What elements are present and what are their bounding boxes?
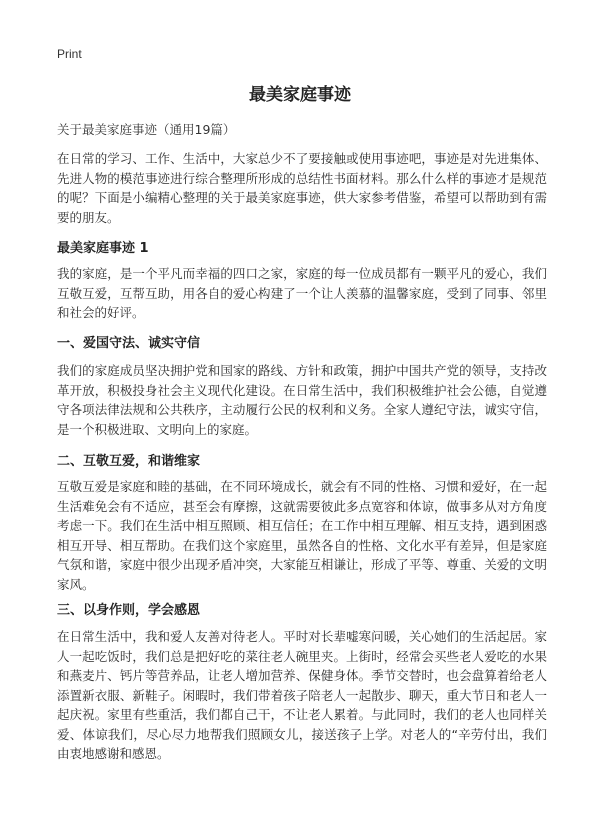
- print-link[interactable]: Print: [57, 47, 82, 61]
- section-heading-2: 一、爱国守法、诚实守信: [57, 336, 201, 351]
- section-body-1: 我的家庭，是一个平凡而幸福的四口之家，家庭的每一位成员都有一颗平凡的爱心，我们互敬互爱，互帮互助，用各自的爱心构建了一个让人羡慕的温馨家庭，受到了同事、邻里和社会的好评。: [57, 266, 547, 320]
- document-subtitle: 关于最美家庭事迹（通用19篇）: [57, 122, 236, 137]
- section-heading-3: 二、互敬互爱，和谐维家: [57, 454, 201, 469]
- section-heading-4: 三、以身作则，学会感恩: [57, 603, 201, 618]
- intro-paragraph: 在日常的学习、工作、生活中，大家总少不了要接触或使用事迹吧，事迹是对先进集体、先进人物的模范事迹进行综合整理所形成的总结性书面材料。那么什么样的事迹才是规范的呢？下面是小编精心整理的关于最美家庭事迹，供大家参考借鉴，希望可以帮助到有需要的朋友。: [57, 151, 547, 225]
- section-body-2: 我们的家庭成员坚决拥护党和国家的路线、方针和政策，拥护中国共产党的领导，支持改革开放，积极投身社会主义现代化建设。在日常生活中，我们积极维护社会公德，自觉遵守各项法律法规和公共秩序，主动履行公民的权利和义务。全家人遵纪守法，诚实守信，是一个积极进取、文明向上的家庭。: [57, 363, 547, 437]
- section-body-3: 互敬互爱是家庭和睦的基础，在不同环境成长，就会有不同的性格、习惯和爱好，在一起生活难免会有不适应，甚至会有摩擦，这就需要彼此多点宽容和体谅，做事多从对方角度考虑一下。我们在生活中相互照顾、相互信任；在工作中相互理解、相互支持，遇到困惑相互开导、相互帮助。在我们这个家庭里，虽然各自的性格、文化水平有差异，但是家庭气氛和谐，家庭中很少出现矛盾冲突，大家能互相谦让，形成了平等、尊重、关爱的文明家风。: [57, 479, 547, 592]
- section-body-4: 在日常生活中，我和爱人友善对待老人。平时对长辈嘘寒问暖，关心她们的生活起居。家人一起吃饭时，我们总是把好吃的菜往老人碗里夹。上街时，经常会买些老人爱吃的水果和燕麦片、钙片等营养品，让老人增加营养、保健身体。季节交替时，也会盘算着给老人添置新衣服、新鞋子。闲暇时，我们带着孩子陪老人一起散步、聊天，重大节日和老人一起庆祝。家里有些重活，我们都自己干，不让老人累着。与此同时，我们的老人也同样关爱、体谅我们，尽心尽力地帮我们照顾女儿，接送孩子上学。对老人的“辛劳付出，我们由衷地感谢和感恩。: [57, 629, 547, 761]
- section-heading-1: 最美家庭事迹 1: [57, 241, 149, 256]
- page-title: 最美家庭事迹: [249, 85, 351, 105]
